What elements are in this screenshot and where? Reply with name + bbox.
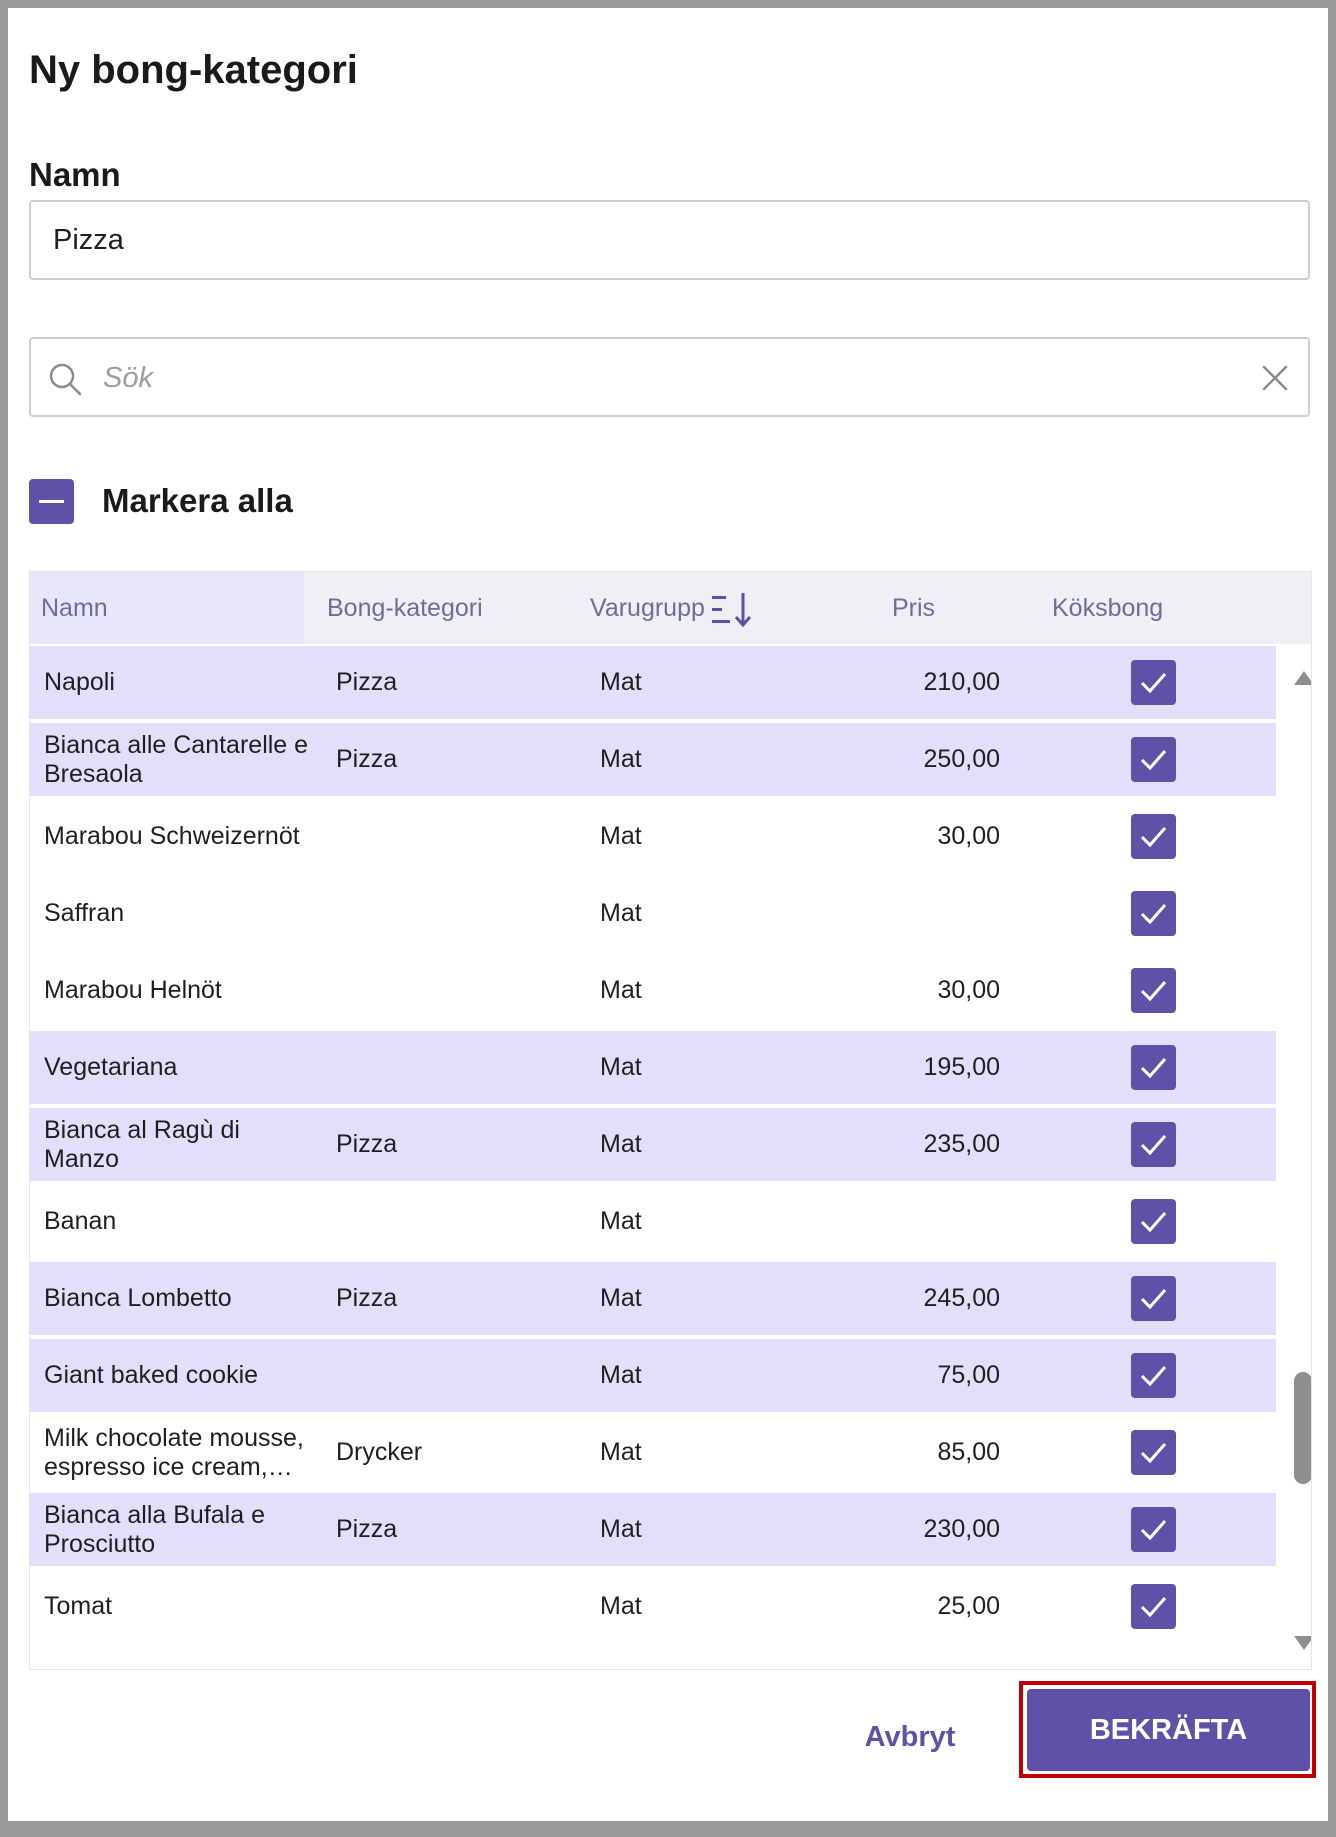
table-row[interactable] <box>30 954 1276 1027</box>
cell-name: Giant baked cookie <box>44 1361 259 1389</box>
cell-price: 85,00 <box>937 1438 1000 1466</box>
kitchen-ticket-checkbox[interactable] <box>1131 1430 1176 1475</box>
checkmark-icon <box>1139 746 1168 773</box>
kitchen-ticket-checkbox[interactable] <box>1131 660 1176 705</box>
name-input[interactable] <box>29 200 1310 280</box>
checkmark-icon <box>1139 1593 1168 1620</box>
column-header-kitchen-ticket[interactable]: Köksbong <box>1052 594 1164 622</box>
cell-ticket-category: Drycker <box>336 1438 423 1466</box>
cell-ticket-category <box>336 1570 516 1643</box>
checkmark-icon <box>1139 1516 1168 1543</box>
cell-name: Milk chocolate mousse, espresso ice cream,… <box>44 1423 304 1481</box>
scroll-up-arrow-icon[interactable] <box>1292 668 1312 688</box>
cell-price: 230,00 <box>923 1515 1000 1543</box>
column-header-price[interactable]: Pris <box>892 594 936 622</box>
checkmark-icon <box>1139 1054 1168 1081</box>
cell-ticket-category <box>336 1031 516 1104</box>
cell-name: Saffran <box>44 899 125 927</box>
search-field[interactable] <box>29 337 1310 417</box>
cell-product-group: Mat <box>600 1361 642 1389</box>
cancel-button[interactable]: Avbryt <box>864 1721 956 1753</box>
cell-product-group: Mat <box>600 1515 642 1543</box>
cell-ticket-category <box>336 1185 516 1258</box>
confirm-button[interactable]: BEKRÄFTA <box>1027 1689 1310 1771</box>
table-row[interactable] <box>30 877 1276 950</box>
table-row[interactable] <box>30 1339 1276 1412</box>
cell-price: 30,00 <box>937 822 1000 850</box>
checkmark-icon <box>1139 1439 1168 1466</box>
name-label: Namn <box>29 156 121 193</box>
checkmark-icon <box>1139 823 1168 850</box>
sort-descending-icon[interactable] <box>710 590 756 630</box>
checkmark-icon <box>1139 977 1168 1004</box>
cell-product-group: Mat <box>600 1207 642 1235</box>
checkmark-icon <box>1139 1208 1168 1235</box>
cell-ticket-category <box>336 800 516 873</box>
cell-product-group: Mat <box>600 1130 642 1158</box>
checkmark-icon <box>1139 1285 1168 1312</box>
cell-price <box>850 877 1000 950</box>
kitchen-ticket-checkbox[interactable] <box>1131 968 1176 1013</box>
kitchen-ticket-checkbox[interactable] <box>1131 1276 1176 1321</box>
cell-ticket-category <box>336 877 516 950</box>
kitchen-ticket-checkbox[interactable] <box>1131 737 1176 782</box>
kitchen-ticket-checkbox[interactable] <box>1131 814 1176 859</box>
cell-name: Marabou Helnöt <box>44 976 222 1004</box>
table-row[interactable] <box>30 1185 1276 1258</box>
footer-divider <box>29 1669 1310 1670</box>
cell-ticket-category: Pizza <box>336 1130 398 1158</box>
kitchen-ticket-checkbox[interactable] <box>1131 1199 1176 1244</box>
dialog-title: Ny bong-kategori <box>29 48 358 92</box>
table-row[interactable] <box>30 1262 1276 1335</box>
cell-ticket-category: Pizza <box>336 745 398 773</box>
table-header <box>30 572 1311 644</box>
kitchen-ticket-checkbox[interactable] <box>1131 1584 1176 1629</box>
cell-ticket-category: Pizza <box>336 1515 398 1543</box>
kitchen-ticket-checkbox[interactable] <box>1131 1045 1176 1090</box>
kitchen-ticket-checkbox[interactable] <box>1131 1507 1176 1552</box>
cell-name: Vegetariana <box>44 1053 178 1081</box>
table-row[interactable] <box>30 1570 1276 1643</box>
cell-product-group: Mat <box>600 976 642 1004</box>
kitchen-ticket-checkbox[interactable] <box>1131 1122 1176 1167</box>
table-row[interactable] <box>30 723 1276 796</box>
cell-price: 25,00 <box>937 1592 1000 1620</box>
cell-price: 75,00 <box>937 1361 1000 1389</box>
cell-ticket-category: Pizza <box>336 1284 398 1312</box>
cell-product-group: Mat <box>600 1284 642 1312</box>
search-icon <box>47 361 83 397</box>
cell-name: Banan <box>44 1207 117 1235</box>
header-cell-name[interactable] <box>30 572 304 644</box>
column-header-product-group[interactable]: Varugrupp <box>590 594 705 622</box>
checkmark-icon <box>1139 1362 1168 1389</box>
scroll-down-arrow-icon[interactable] <box>1292 1633 1312 1653</box>
select-all-label[interactable]: Markera alla <box>102 482 293 519</box>
cell-product-group: Mat <box>600 1438 642 1466</box>
products-table <box>29 571 1312 1670</box>
cell-product-group: Mat <box>600 1592 642 1620</box>
cell-price: 250,00 <box>923 745 1000 773</box>
cell-name: Napoli <box>44 668 115 696</box>
table-row[interactable] <box>30 1416 1276 1489</box>
cell-ticket-category <box>336 1339 516 1412</box>
cell-price: 235,00 <box>923 1130 1000 1158</box>
table-row[interactable] <box>30 1031 1276 1104</box>
cell-name: Bianca alla Bufala e Prosciutto <box>44 1500 265 1558</box>
cell-price: 30,00 <box>937 976 1000 1004</box>
table-row[interactable] <box>30 646 1276 719</box>
cell-ticket-category: Pizza <box>336 668 398 696</box>
select-all-checkbox[interactable] <box>29 479 74 524</box>
cell-price <box>850 1185 1000 1258</box>
cell-name: Tomat <box>44 1592 113 1620</box>
cell-product-group: Mat <box>600 1053 642 1081</box>
cell-price: 245,00 <box>923 1284 1000 1312</box>
cell-product-group: Mat <box>600 668 642 696</box>
table-row[interactable] <box>30 1108 1276 1181</box>
cell-product-group: Mat <box>600 745 642 773</box>
kitchen-ticket-checkbox[interactable] <box>1131 1353 1176 1398</box>
cell-product-group: Mat <box>600 822 642 850</box>
new-ticket-category-dialog <box>8 8 1328 1821</box>
clear-search-icon[interactable] <box>1258 361 1292 395</box>
cell-name: Bianca Lombetto <box>44 1284 232 1312</box>
scrollbar-thumb[interactable] <box>1294 1372 1312 1484</box>
column-header-name: Namn <box>41 594 108 622</box>
checkmark-icon <box>1139 669 1168 696</box>
cell-price: 210,00 <box>923 668 1000 696</box>
cell-product-group: Mat <box>600 899 642 927</box>
cell-name: Marabou Schweizernöt <box>44 822 300 850</box>
cell-name: Bianca al Ragù di Manzo <box>44 1115 240 1173</box>
table-row[interactable] <box>30 800 1276 873</box>
cell-name: Bianca alle Cantarelle e Bresaola <box>44 730 309 788</box>
checkmark-icon <box>1139 1131 1168 1158</box>
cell-ticket-category <box>336 954 516 1027</box>
kitchen-ticket-checkbox[interactable] <box>1131 891 1176 936</box>
cell-price: 195,00 <box>923 1053 1000 1081</box>
table-row[interactable] <box>30 1493 1276 1566</box>
checkmark-icon <box>1139 900 1168 927</box>
column-header-ticket-category[interactable]: Bong-kategori <box>327 594 483 622</box>
search-input[interactable] <box>101 339 1225 417</box>
